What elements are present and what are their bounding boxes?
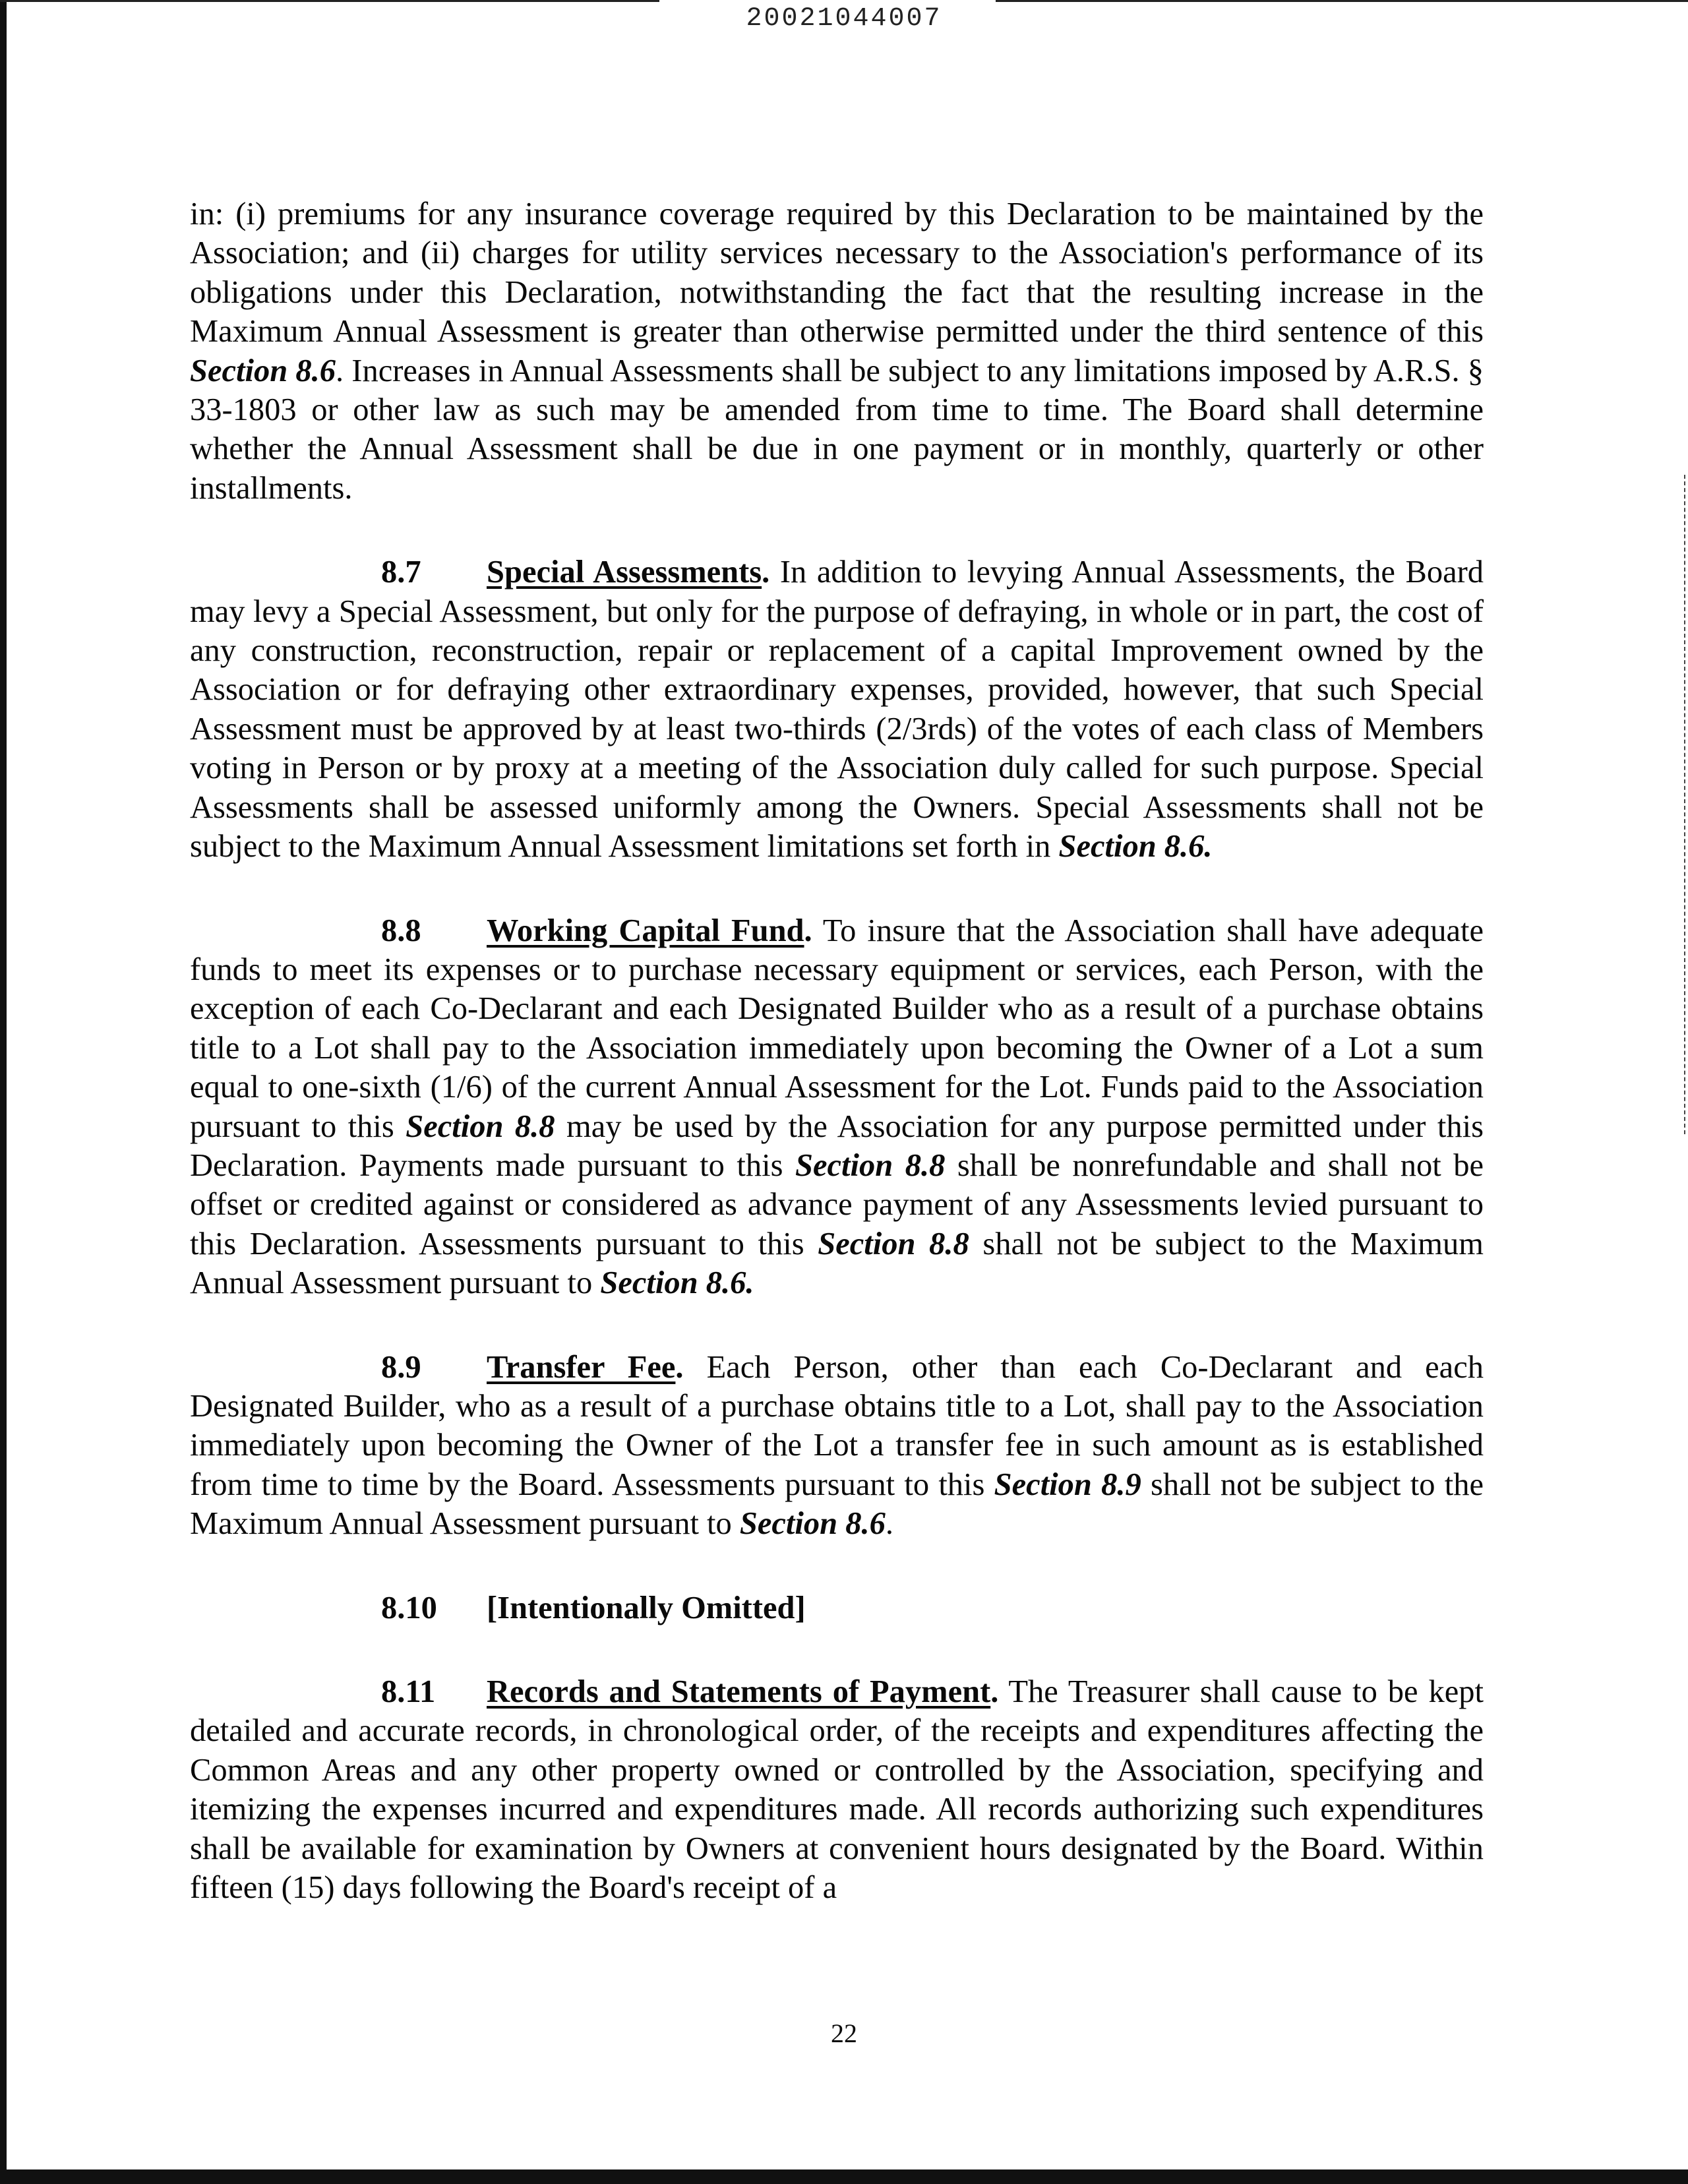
scan-border-left xyxy=(0,0,7,2184)
section-8-10 xyxy=(190,1589,1484,1627)
paragraph-text: shall be nonrefundable and shall not be offset or credited against or considered as advance payment of any Assessments levied pursuant to this Declaration. Assessments pursuant to this xyxy=(190,1147,1484,1261)
scan-border-right xyxy=(1684,475,1688,1134)
paragraph-text: in: (i) premiums for any insurance coverage required by this Declaration to be maintained by the Association; and (ii) charges for utility services necessary to the Association's performance of its obligations under this Declaration, notwithstanding the fact that the resulting increase in the Maximum Annual Assessment is greater than otherwise permitted under the third sentence of this xyxy=(190,197,1484,349)
paragraph-text: shall not be subject to the Maximum Annual Assessment pursuant to xyxy=(190,1226,1484,1301)
section-title-period: . xyxy=(762,555,770,590)
section-title: Working Capital Fund xyxy=(487,913,804,948)
section-reference: Section 8.6. xyxy=(600,1265,754,1301)
scan-border-top-left xyxy=(0,0,659,2)
paragraph-text: . Increases in Annual Assessments shall be subject to any limitations imposed by A.R.S. § 33-1803 or other law as such may be amended from time to time. The Board shall determine whether the Annual Assessment shall be due in one payment or in monthly, quarterly or other installments. xyxy=(190,353,1484,506)
section-reference: Section 8.8 xyxy=(818,1226,969,1261)
scan-border-top-right xyxy=(996,0,1688,2)
section-reference: Section 8.6 xyxy=(739,1506,886,1542)
section-title: Special Assessments xyxy=(487,555,762,590)
paragraph-text: . xyxy=(885,1506,893,1542)
section-8-8 xyxy=(190,911,1484,1303)
section-title-period: . xyxy=(990,1674,999,1709)
section-8-9 xyxy=(190,1348,1484,1544)
section-reference: Section 8.8 xyxy=(406,1108,555,1144)
section-number: 8.7 xyxy=(381,555,421,590)
section-title: Transfer Fee xyxy=(487,1349,676,1385)
section-reference: Section 8.8 xyxy=(795,1147,946,1183)
document-number: 20021044007 xyxy=(746,4,942,34)
paragraph-text: may be used by the Association for any purpose permitted under this Declaration. Payments made pursuant to this xyxy=(190,1108,1484,1183)
paragraph-text: The Treasurer shall cause to be kept detailed and accurate records, in chronological order, of the receipts and expenditures affecting the Common Areas and any other property owned or controlled by the Association, specifying and itemizing the expenses incurred and expenditures made. All records authorizing such expenditures shall be available for examination by Owners at convenient hours designated by the Board. Within fifteen (15) days following the Board's receipt of a xyxy=(190,1674,1484,1906)
paragraph-text: Each Person, other than each Co-Declarant and each Designated Builder, who as a result of a purchase obtains title to a Lot, shall pay to the Association immediately upon becoming the Owner of the Lot a transfer fee in such amount as is established from time to time by the Board. Assessments pursuant to this xyxy=(190,1349,1484,1502)
paragraph-text: shall not be subject to the Maximum Annual Assessment pursuant to xyxy=(190,1467,1484,1542)
section-reference: Section 8.6. xyxy=(1058,829,1213,864)
section-number: 8.9 xyxy=(381,1349,421,1385)
section-reference: Section 8.6 xyxy=(190,353,336,388)
section-title: [Intentionally Omitted] xyxy=(487,1590,806,1625)
scan-border-bottom xyxy=(0,2169,1688,2184)
page-number: 22 xyxy=(831,2018,857,2048)
paragraph-text: In addition to levying Annual Assessments, the Board may levy a Special Assessment, but only for the purpose of defraying, in whole or in part, the cost of any construction, reconstruction, repair or replacement of a capital Improvement owned by the Association or for defraying other extraordinary expenses, provided, however, that such Special Assessment must be approved by at least two-thirds (2/3rds) of the votes of each class of Members voting in Person or by proxy at a meeting of the Association duly called for such purpose. Special Assessments shall be assessed uniformly among the Owners. Special Assessments shall not be subject to the Maximum Annual Assessment limitations set forth in xyxy=(190,555,1484,864)
section-reference: Section 8.9 xyxy=(994,1467,1141,1502)
section-8-7 xyxy=(190,553,1484,866)
section-number: 8.11 xyxy=(381,1674,436,1709)
section-number: 8.10 xyxy=(381,1590,437,1625)
section-title-period: . xyxy=(804,913,812,948)
paragraph-text: To insure that the Association shall have adequate funds to meet its expenses or to purchase necessary equipment or services, each Person, with the exception of each Co-Declarant and each Designated Builder who as a result of a purchase obtains title to a Lot shall pay to the Association immediately upon becoming the Owner of a Lot a sum equal to one-sixth (1/6) of the current Annual Assessment for the Lot. Funds paid to the Association pursuant to this xyxy=(190,913,1484,1144)
section-title: Records and Statements of Payment xyxy=(487,1674,991,1709)
continuation-paragraph xyxy=(190,195,1484,508)
section-title-period: . xyxy=(675,1349,684,1385)
section-number: 8.8 xyxy=(381,913,421,948)
section-8-11 xyxy=(190,1672,1484,1907)
page-body xyxy=(190,195,1484,1907)
